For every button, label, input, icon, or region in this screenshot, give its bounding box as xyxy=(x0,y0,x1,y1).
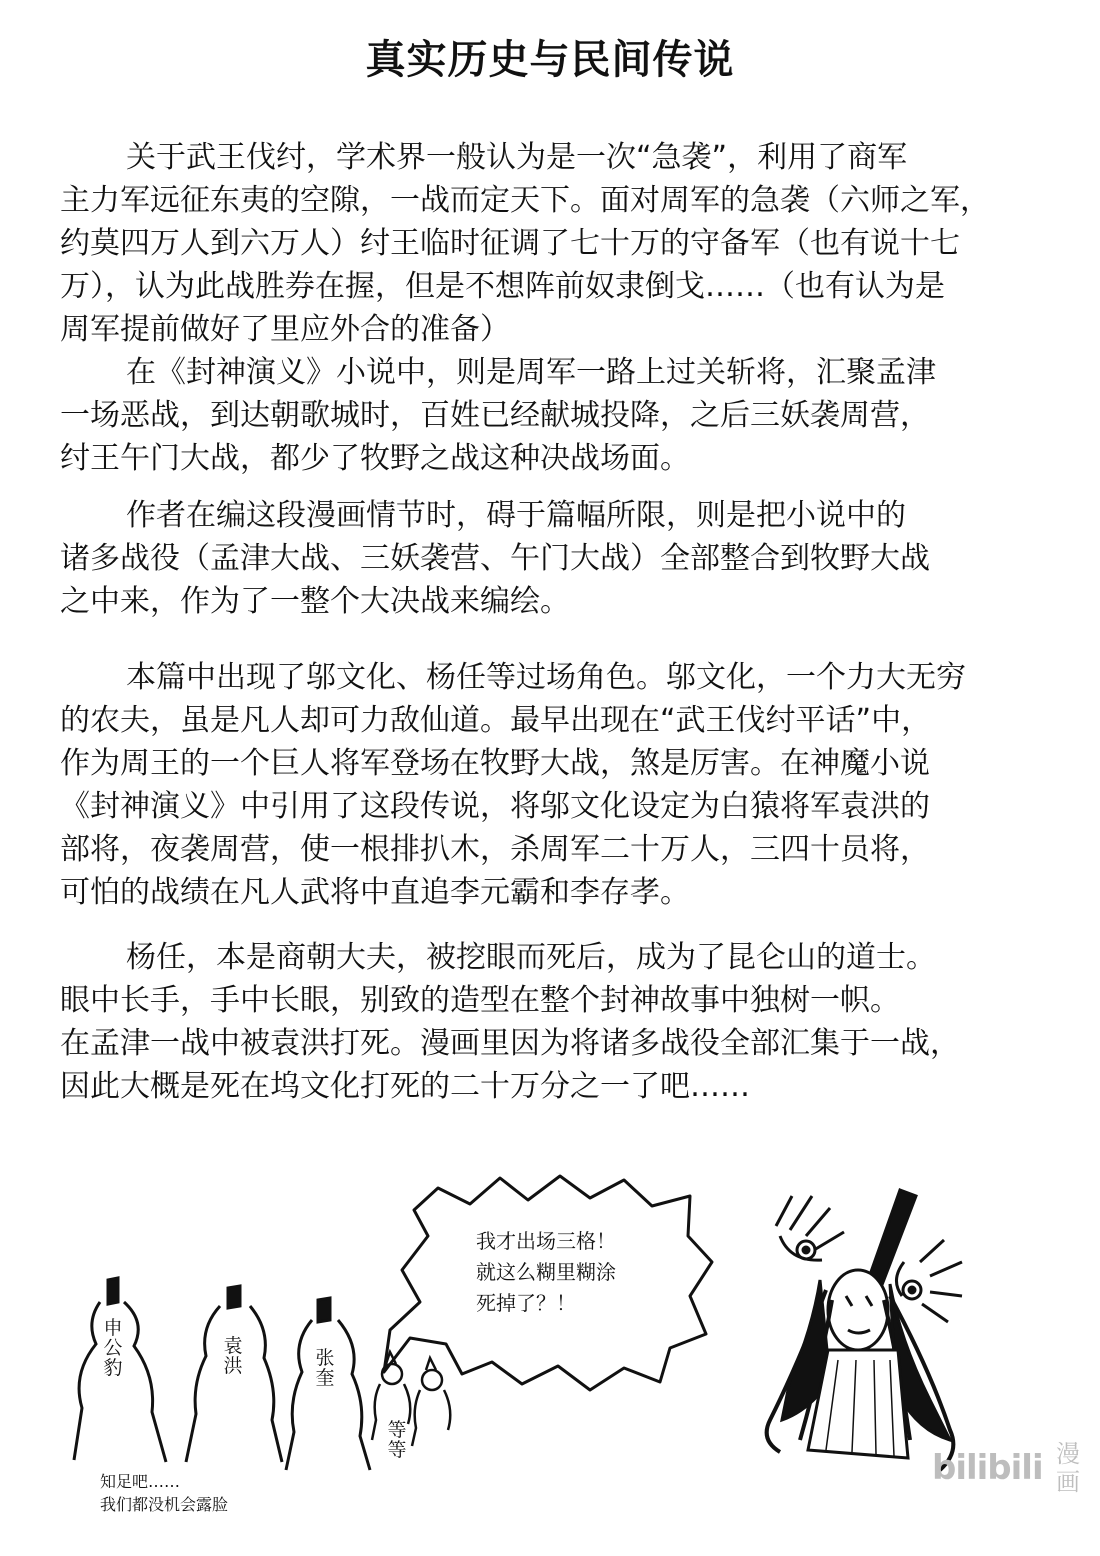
caption-line: 知足吧…… xyxy=(100,1472,181,1491)
text-line: 在《封神演义》小说中，则是周军一路上过关斩将，汇聚孟津 xyxy=(126,355,936,390)
text-line: 在孟津一战中被袁洪打死。漫画里因为将诸多战役全部汇集于一战， xyxy=(60,1026,960,1061)
text-line: 本篇中出现了邬文化、杨任等过场角色。邬文化，一个力大无穷 xyxy=(126,660,966,695)
watermark-side-text: 漫画 xyxy=(1056,1440,1080,1496)
text-line: 诸多战役（孟津大战、三妖袭营、午门大战）全部整合到牧野大战 xyxy=(60,541,930,576)
text-line: 作为周王的一个巨人将军登场在牧野大战，煞是厉害。在神魔小说 xyxy=(60,746,930,781)
label-shen-gongbao: 申公豹 xyxy=(103,1317,123,1379)
speech-line: 死掉了？！ xyxy=(476,1291,576,1315)
text-line: 一场恶战，到达朝歌城时，百姓已经献城投降，之后三妖袭周营， xyxy=(60,398,930,433)
text-line: 《封神演义》中引用了这段传说，将邬文化设定为白猿将军袁洪的 xyxy=(60,789,930,824)
illustration-caption xyxy=(100,1470,228,1516)
speech-line: 就这么糊里糊涂 xyxy=(476,1260,616,1284)
text-block-author-note xyxy=(60,494,1070,623)
text-line: 主力军远征东夷的空隙，一战而定天下。面对周军的急袭（六师之军， xyxy=(60,183,990,218)
text-block-history xyxy=(60,136,1070,480)
text-line: 周军提前做好了里应外合的准备） xyxy=(60,312,510,347)
speech-line: 我才出场三格！ xyxy=(476,1229,616,1253)
label-yuan-hong: 袁洪 xyxy=(223,1335,243,1377)
text-line: 因此大概是死在坞文化打死的二十万分之一了吧…… xyxy=(60,1069,750,1104)
text-line: 部将，夜袭周营，使一根排扒木，杀周军二十万人，三四十员将， xyxy=(60,832,930,867)
figure-yang-ren xyxy=(767,1190,962,1470)
text-block-yang-ren xyxy=(60,936,1070,1108)
label-zhang-kui: 张奎 xyxy=(315,1347,335,1389)
bilibili-logo: bilibili xyxy=(932,1448,1043,1488)
text-line: 约莫四万人到六万人）纣王临时征调了七十万的守备军（也有说十七 xyxy=(60,226,960,261)
text-block-wu-wenhua xyxy=(60,656,1070,914)
caption-line: 我们都没机会露脸 xyxy=(100,1495,229,1514)
text-line: 纣王午门大战，都少了牧野之战这种决战场面。 xyxy=(60,441,690,476)
text-line: 杨任，本是商朝大夫，被挖眼而死后，成为了昆仑山的道士。 xyxy=(126,940,936,975)
text-line: 眼中长手，手中长眼，别致的造型在整个封神故事中独树一帜。 xyxy=(60,983,900,1018)
label-others: 等等 xyxy=(387,1419,407,1461)
text-line: 的农夫，虽是凡人却可力敌仙道。最早出现在“武王伐纣平话”中， xyxy=(60,703,932,738)
page-title: 真实历史与民间传说 xyxy=(365,37,735,83)
text-line: 之中来，作为了一整个大决战来编绘。 xyxy=(60,584,570,619)
text-line: 关于武王伐纣，学术界一般认为是一次“急袭”，利用了商军 xyxy=(126,140,908,175)
bilibili-watermark xyxy=(932,1440,1080,1496)
speech-bubble-text xyxy=(476,1226,616,1319)
text-line: 可怕的战绩在凡人武将中直追李元霸和李存孝。 xyxy=(60,875,690,910)
text-line: 作者在编这段漫画情节时，碍于篇幅所限，则是把小说中的 xyxy=(126,498,906,533)
text-line: 万），认为此战胜券在握，但是不想阵前奴隶倒戈……（也有认为是 xyxy=(60,269,945,304)
